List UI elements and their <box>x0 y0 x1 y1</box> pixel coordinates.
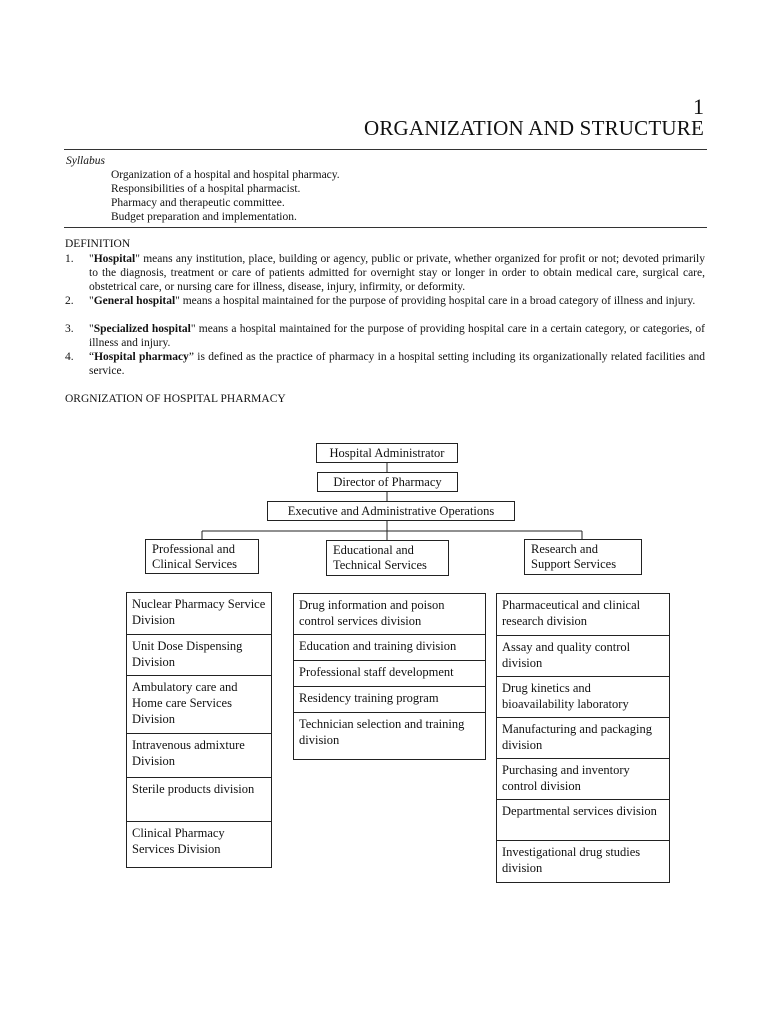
division-cell: Pharmaceutical and clinical research division <box>497 594 669 636</box>
syllabus-item: Organization of a hospital and hospital pharmacy. <box>111 169 340 181</box>
definition-term: Hospital <box>93 253 136 265</box>
chapter-number: 1 <box>693 94 704 119</box>
division-cell: Technician selection and training division <box>299 717 465 747</box>
open-quote: “ <box>89 351 95 363</box>
division-cell: Sterile products division <box>127 778 271 822</box>
definition-text: " means any institution, place, building or agency, public or private, whether organized for profit or not; devoted primarily to the diagnosis, treatment or care of patients admitted for overnight stay or longer in order to obtain medical care, surgical care, obstetrical care, or nursing care for illness, disease, injury, infirmity, or deformity. <box>89 253 705 293</box>
division-cell: Assay and quality control division <box>497 636 669 677</box>
definition-heading: DEFINITION <box>65 238 131 250</box>
definition-text: ” is defined as the practice of pharmacy in a hospital setting including its organizationally related facilities and service. <box>89 351 705 377</box>
org-heading: ORGNIZATION OF HOSPITAL PHARMACY <box>65 393 286 405</box>
syllabus-item: Responsibilities of a hospital pharmacist. <box>111 183 301 195</box>
definition-number: 4. <box>65 351 74 363</box>
hospital-administrator-box: Hospital Administrator <box>316 443 458 463</box>
division-cell: Unit Dose Dispensing Division <box>127 635 271 676</box>
division-cell: Manufacturing and packaging division <box>497 718 669 759</box>
executive-operations-box: Executive and Administrative Operations <box>267 501 515 521</box>
director-of-pharmacy-box: Director of Pharmacy <box>317 472 458 492</box>
division-cell: Ambulatory care and Home care Services Division <box>127 676 271 734</box>
division-cell: Drug kinetics and bioavailability laboratory <box>497 677 669 718</box>
definition-term: Hospital pharmacy <box>94 351 189 363</box>
syllabus-item: Pharmacy and therapeutic committee. <box>111 197 285 209</box>
educational-technical-services-box: Educational and Technical Services <box>326 540 449 576</box>
division-cell: Purchasing and inventory control division <box>497 759 669 800</box>
open-quote: " <box>89 323 94 335</box>
educational-technical-divisions <box>293 593 486 760</box>
definition-number: 1. <box>65 253 74 265</box>
definition-text: " means a hospital maintained for the purpose of providing hospital care in a broad category of illness and injury. <box>175 295 696 307</box>
division-cell: Professional staff development <box>294 661 485 687</box>
chapter-title: ORGANIZATION AND STRUCTURE <box>363 116 704 140</box>
division-cell: Investigational drug studies division <box>502 845 641 875</box>
division-cell: Departmental services division <box>497 800 669 841</box>
division-cell: Education and training division <box>294 635 485 661</box>
division-cell: Residency training program <box>294 687 485 713</box>
professional-clinical-services-box: Professional and Clinical Services <box>145 539 259 574</box>
definition-text: " means a hospital maintained for the purpose of providing hospital care in a certain category, or categories, of illness and injury. <box>89 323 705 349</box>
division-cell: Drug information and poison control services division <box>294 594 485 635</box>
syllabus-label: Syllabus <box>66 155 105 167</box>
professional-clinical-divisions <box>126 592 272 868</box>
definition-term: Specialized hospital <box>93 323 191 335</box>
research-support-divisions <box>496 593 670 883</box>
definition-number: 2. <box>65 295 74 307</box>
division-cell: Nuclear Pharmacy Service Division <box>127 593 271 635</box>
definition-number: 3. <box>65 323 74 335</box>
definition-term: General hospital <box>93 295 176 307</box>
open-quote: " <box>89 253 94 265</box>
syllabus-item: Budget preparation and implementation. <box>111 211 297 223</box>
division-cell: Intravenous admixture Division <box>127 734 271 778</box>
research-support-services-box: Research and Support Services <box>524 539 642 575</box>
open-quote: " <box>89 295 94 307</box>
division-cell: Clinical Pharmacy Services Division <box>132 826 225 856</box>
